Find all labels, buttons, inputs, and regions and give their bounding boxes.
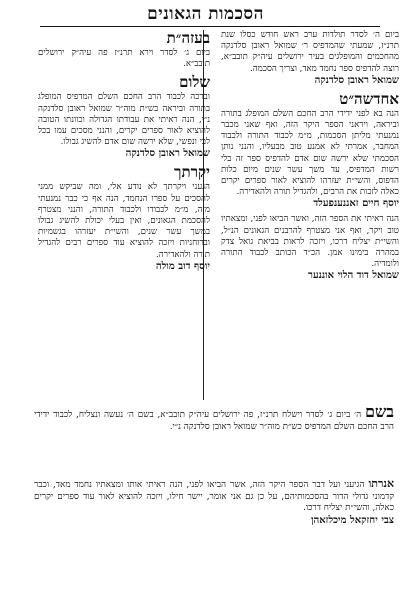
bottom-2-text: הגיעני ועל דבר הספר היקר הזה, אשר הביאו לפני, הנה ראיתי אותו ומצאתיו נחמד מאד, וכבר קדמוני גדולי הדור בהסכמותיהם, על כן גם אני אומר, יישר חילו, ויזכה להוציא לאור עוד ספרים יקרים כאלה, והשי״ת יצליח דרכו. [34, 480, 394, 514]
right-block-2 [221, 91, 399, 211]
bottom-2-signature: צבי יחזקאל מיכלזאהן [310, 514, 394, 526]
left-block-3-signature: יוסף דוב מולה [155, 260, 210, 272]
left-block-3-heading: יקרתך [174, 163, 210, 182]
bottom-1-text: ה׳ ביום ג׳ לסדר וישלח תרנ״ז, פה ירושלים עיה״ק תובב״א, בשם ה׳ נעשה ונצליח, לכבוד ידידי הרב החכם השלם המדפיס כש״ת מוה״ר שמואל ראובן סלדנקה נ״י. [34, 410, 394, 432]
right-block-3-text: הנה ראיתי את הספר הזה, ואשר הביאו לפני, ומצאתיו טוב ויקר, ואף אני מצטרף להרבנים הגאונים הנ״ל, והשי״ת יצליח דרכו, ויזכה לראות בביאת גואל צדק במהרה בימינו אמן. הכ״ד הכותב לכבוד התורה ולומדיה. [221, 214, 399, 270]
right-block-2-signature: יוסף חיים זאננענפעלד [313, 198, 399, 210]
title-rule [40, 26, 380, 27]
right-block-1-signature: שמואל ראובן סלדנקה [314, 74, 399, 86]
left-block-2-text: וברכה לכבוד הרב החכם השלם המדפיס המופלג בתורה וביראה כש״ת מוה״ר שמואל ראובן סלדנקה נ״י, הנה ראיתי את עבודתו הגדולה וכוונתו הטובה להוציא לאור ספרים יקרים, והנני מסכים עמו בכל לבי ונפשי, שלא ירשה שום אדם להשיג גבולו. [38, 92, 210, 148]
left-block-1 [38, 30, 210, 70]
left-block-3-text: הגעני ויקרתך לא נודע אלי, ומה שביקש ממני להסכים על ספרו הנחמד, הנה אף כי כבר נמנעתי מזה, מ״מ לכבודו ולכבוד התורה, והנני מצטרף להסכמת הגאונים, ואין בעלי יכולת להשיג גבולו במשך עשר שנים, והשי״ת יעזרהו בגשמיות וברוחניות ויזכה להוציא עוד ספרים רבים להגדיל תורה ולהאדירה. [38, 182, 210, 260]
right-block-1 [221, 30, 399, 87]
bottom-approbation-2 [34, 478, 394, 527]
left-column [38, 30, 210, 432]
right-block-2-text: הנה בא לפני ידידי הרב החכם השלם המופלג בתורה וביראה, ויראני הספר היקר הזה, ואף שאני מכבר נמנעתי מליתן הסכמות, מ״מ לכבוד התורה ולכבוד המחבר, אמרתי לא אמנע טוב מבעליו, והנני נותן הסכמתי שלא ירשה שום אדם להדפיס ספר זה בלי רשות המדפיס, עד משך עשר שנים מיום כלות הדפוס, והשי״ת יעזרהו להוציא לאור ספרים יקרים כאלה לזכות את הרבים, ולהגדיל תורה ולהאדירה. [221, 108, 399, 198]
left-block-3 [38, 164, 210, 272]
right-block-3-signature: שמואל דוד הלוי אוננער [308, 270, 399, 282]
bottom-approbation-1 [34, 403, 394, 433]
bottom-2-heading: אנרתו [368, 477, 395, 490]
right-block-3 [221, 214, 399, 282]
right-block-2-heading: אחדשה״ט [339, 89, 399, 108]
left-block-1-heading: בעזה״ת [166, 30, 210, 47]
right-column [221, 30, 399, 440]
right-block-1-text: ביום ה׳ לסדר תולדות ערב ראש חודש כסלו שנת תרנ״ז, שמעתי שהמדפיס ר׳ שמואל ראובן סלדנקה מהחכמים והמופלגים בעיר ירושלים עיה״ק תובב״א, רוצה להדפיס ספר נחמד מאד, וצריך הסכמה. [221, 30, 399, 74]
bottom-1-heading: בשם [364, 402, 395, 421]
left-block-2 [38, 74, 210, 160]
left-block-2-heading: שלום [179, 73, 210, 92]
left-block-1-text: ביום ג׳ לסדר וירא תרנ״ז פה עיה״ק ירושלים תובב״א. [38, 48, 210, 70]
left-block-2-signature: שמואל ראובן סלדנקה [125, 148, 210, 160]
page-title: הסכמות הגאונים [147, 4, 264, 24]
